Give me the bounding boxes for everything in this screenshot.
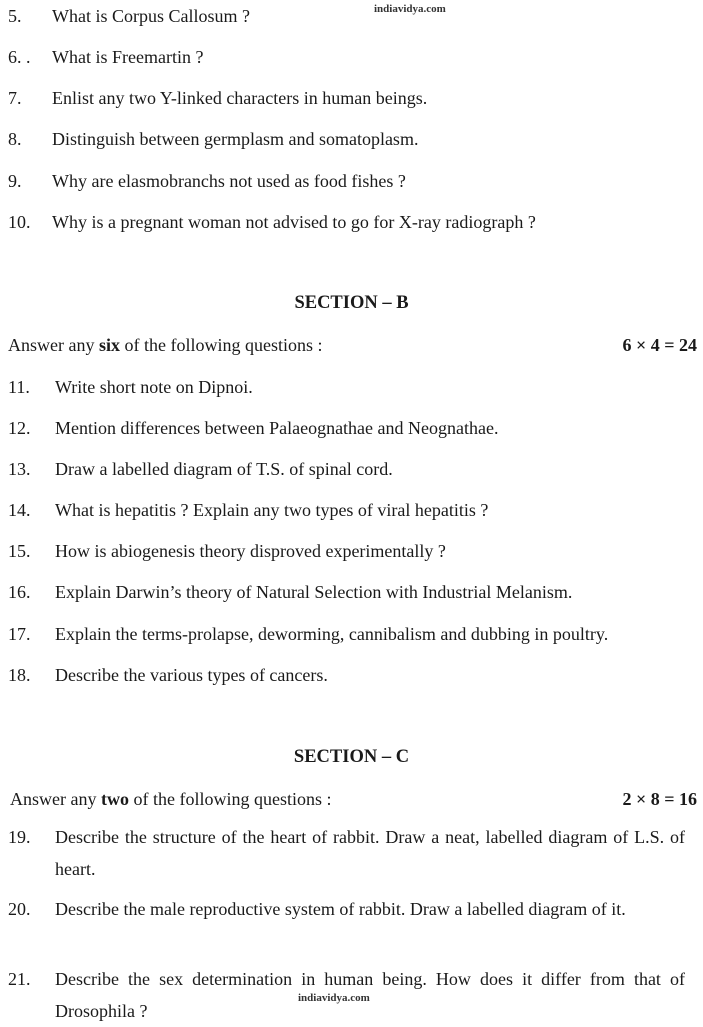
question-text: Explain Darwin’s theory of Natural Selection with Industrial Melanism.: [55, 582, 573, 602]
question-number: 19.: [8, 827, 31, 847]
question-number: 20.: [8, 899, 31, 919]
instruction-text: Answer any: [8, 335, 99, 355]
question-number: 9.: [8, 171, 22, 191]
watermark-bottom: indiavidya.com: [298, 992, 370, 1004]
question-number: 16.: [8, 582, 31, 602]
question-text: Describe the sex determination in human being. How does it differ from that of Drosophila ?: [55, 969, 685, 1021]
question-number: 7.: [8, 88, 22, 108]
question-text: Why is a pregnant woman not advised to go for X-ray radiograph ?: [52, 212, 536, 232]
question-number: 6. .: [8, 47, 31, 67]
section-c-title: SECTION – C: [293, 747, 410, 767]
question-text: Why are elasmobranchs not used as food fishes ?: [52, 171, 406, 191]
question-number: 18.: [8, 665, 31, 685]
section-b-marks: 6 × 4 = 24: [622, 335, 697, 355]
question-text: Write short note on Dipnoi.: [55, 377, 253, 397]
section-b-instruction: [8, 335, 322, 356]
question-number: 10.: [8, 212, 31, 232]
question-number: 12.: [8, 418, 31, 438]
question-number: 15.: [8, 541, 31, 561]
question-text: Distinguish between germplasm and somatoplasm.: [52, 129, 419, 149]
instruction-text: of the following questions :: [120, 335, 323, 355]
instruction-emphasis: two: [100, 789, 129, 809]
question-text: What is Freemartin ?: [52, 47, 204, 67]
question-text: How is abiogenesis theory disproved experimentally ?: [55, 541, 446, 561]
watermark-top: indiavidya.com: [374, 3, 446, 15]
question-number: 17.: [8, 624, 31, 644]
section-b-title: SECTION – B: [294, 293, 409, 313]
question-number: 11.: [8, 377, 30, 397]
instruction-emphasis: six: [98, 335, 120, 355]
question-text: Describe the various types of cancers.: [55, 665, 328, 685]
section-c-instruction: [10, 789, 331, 810]
question-text: Describe the male reproductive system of rabbit. Draw a labelled diagram of it.: [55, 899, 626, 919]
question-number: 14.: [8, 500, 31, 520]
question-text: What is Corpus Callosum ?: [52, 6, 250, 26]
question-item: [0, 826, 703, 890]
instruction-text: of the following questions :: [128, 789, 332, 809]
question-number: 21.: [8, 969, 31, 989]
question-text: Mention differences between Palaeognathae and Neognathae.: [55, 418, 499, 438]
question-text: Describe the structure of the heart of rabbit. Draw a neat, labelled diagram of L.S. of heart.: [55, 827, 685, 879]
question-text: Explain the terms-prolapse, deworming, cannibalism and dubbing in poultry.: [55, 624, 609, 644]
instruction-text: Answer any: [10, 789, 101, 809]
question-number: 13.: [8, 459, 31, 479]
question-number: 8.: [8, 129, 22, 149]
question-number: 5.: [8, 6, 22, 26]
question-text: Enlist any two Y-linked characters in human beings.: [52, 88, 428, 108]
section-c-marks: 2 × 8 = 16: [622, 789, 697, 809]
question-text: What is hepatitis ? Explain any two types of viral hepatitis ?: [55, 500, 489, 520]
question-item: [0, 898, 703, 962]
question-item: [0, 968, 703, 1024]
question-text: Draw a labelled diagram of T.S. of spinal cord.: [55, 459, 393, 479]
